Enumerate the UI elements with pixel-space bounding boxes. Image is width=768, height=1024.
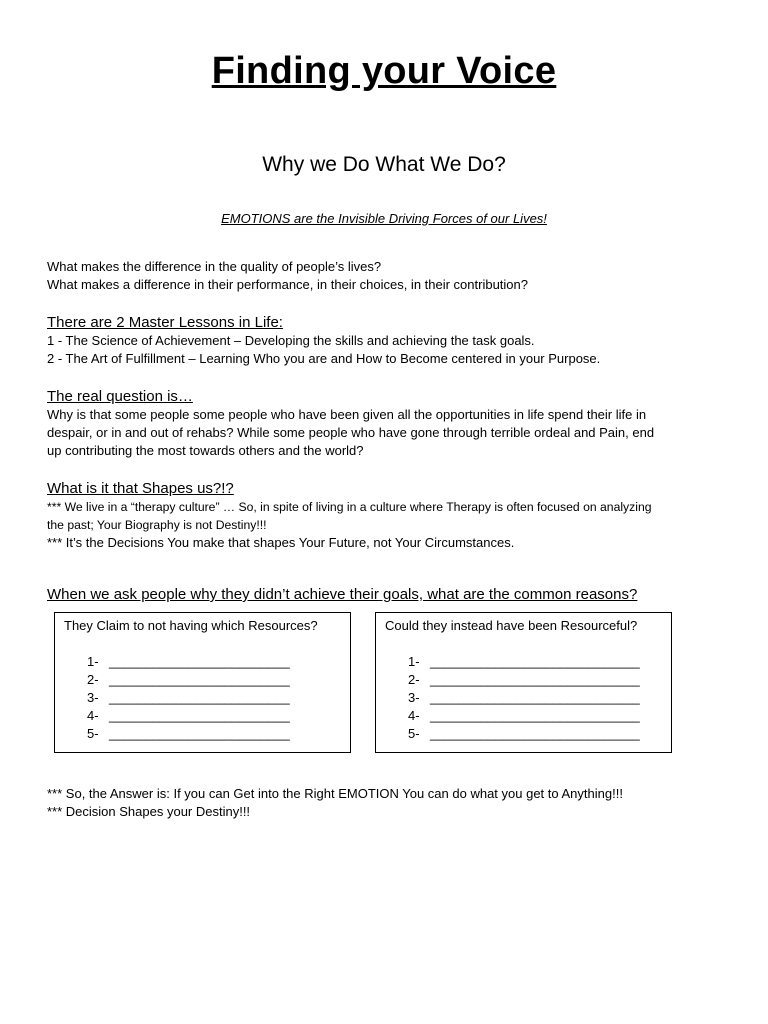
shapes-section <box>47 479 747 552</box>
lessons-heading: There are 2 Master Lessons in Life: <box>47 314 283 331</box>
blank-line[interactable]: _____________________________ <box>430 708 640 723</box>
resourceful-list <box>408 653 640 743</box>
answer-line: *** So, the Answer is: If you can Get into the Right EMOTION You can do what you get to Anything!!! <box>47 786 623 801</box>
list-item[interactable]: 2- _____________________________ <box>408 672 640 687</box>
blank-line[interactable]: _________________________ <box>109 690 290 705</box>
blank-line[interactable]: _________________________ <box>109 708 290 723</box>
list-item[interactable]: 2- _________________________ <box>87 672 290 687</box>
blank-line[interactable]: _____________________________ <box>430 654 640 669</box>
resources-list <box>87 653 290 743</box>
list-item[interactable]: 1- _________________________ <box>87 654 290 669</box>
blank-line[interactable]: _________________________ <box>109 726 290 741</box>
shapes-line: the past; Your Biography is not Destiny!!! <box>47 518 267 532</box>
blank-line[interactable]: _________________________ <box>109 654 290 669</box>
question-heading: The real question is… <box>47 388 193 405</box>
question-line: despair, or in and out of rehabs? While some people who have gone through terrible ordeal and Pain, end <box>47 425 655 440</box>
list-item[interactable]: 3- _____________________________ <box>408 690 640 705</box>
lessons-section <box>47 313 737 368</box>
shapes-heading: What is it that Shapes us?!? <box>47 480 234 497</box>
resources-box <box>54 612 351 753</box>
list-item[interactable]: 1- _____________________________ <box>408 654 640 669</box>
lesson-item: 1 - The Science of Achievement – Developing the skills and achieving the task goals. <box>47 333 535 348</box>
list-item[interactable]: 4- _____________________________ <box>408 708 640 723</box>
list-item[interactable]: 4- _________________________ <box>87 708 290 723</box>
answer-section <box>47 785 623 821</box>
page-subtitle: Why we Do What We Do? <box>262 153 506 176</box>
resources-box-title: They Claim to not having which Resources? <box>64 618 318 633</box>
question-line: Why is that some people some people who have been given all the opportunities in life spend their life in <box>47 407 647 422</box>
lesson-item: 2 - The Art of Fulfillment – Learning Who you are and How to Become centered in your Purpose. <box>47 351 601 366</box>
intro-line: What makes the difference in the quality of people’s lives? <box>47 259 382 274</box>
shapes-line: *** It’s the Decisions You make that shapes Your Future, not Your Circumstances. <box>47 535 515 550</box>
question-section <box>47 387 737 460</box>
resourceful-box-title: Could they instead have been Resourceful? <box>385 618 638 633</box>
page-title: Finding your Voice <box>211 50 557 92</box>
resourceful-box <box>375 612 672 753</box>
question-line: up contributing the most towards others and the world? <box>47 443 364 458</box>
intro-section <box>47 258 737 294</box>
blank-line[interactable]: _____________________________ <box>430 690 640 705</box>
answer-line: *** Decision Shapes your Destiny!!! <box>47 804 251 819</box>
list-item[interactable]: 5- _____________________________ <box>408 726 640 741</box>
tagline: EMOTIONS are the Invisible Driving Forces of our Lives! <box>221 211 547 226</box>
list-item[interactable]: 3- _________________________ <box>87 690 290 705</box>
blank-line[interactable]: _________________________ <box>109 672 290 687</box>
intro-line: What makes a difference in their performance, in their choices, in their contribution? <box>47 277 528 292</box>
blank-line[interactable]: _____________________________ <box>430 672 640 687</box>
blank-line[interactable]: _____________________________ <box>430 726 640 741</box>
list-item[interactable]: 5- _________________________ <box>87 726 290 741</box>
shapes-line: *** We live in a “therapy culture” … So, in spite of living in a culture where Therapy is often focused on analyzing <box>47 500 652 514</box>
goals-heading: When we ask people why they didn’t achieve their goals, what are the common reasons? <box>47 586 638 603</box>
